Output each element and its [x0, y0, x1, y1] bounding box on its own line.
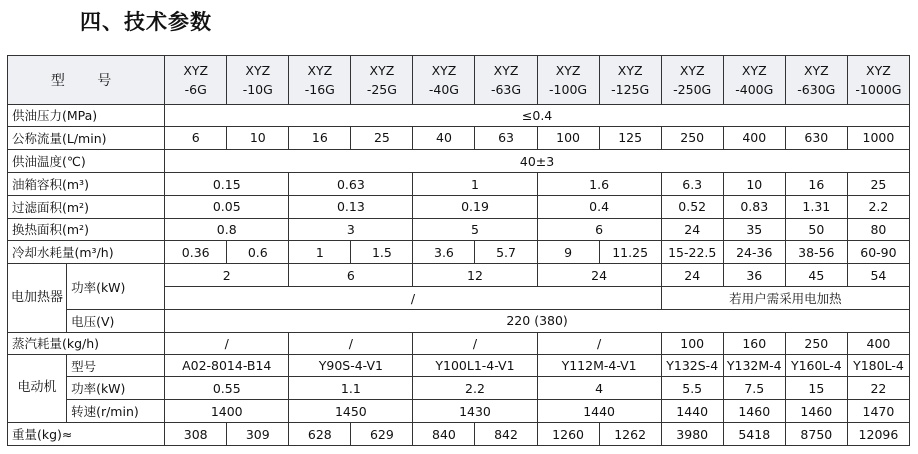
flow-cell: 125 — [599, 126, 661, 150]
heat-cell: 50 — [785, 218, 847, 240]
motor-speed-row — [8, 400, 910, 423]
motor-power-cell: 0.55 — [165, 377, 289, 400]
steam-cell: 400 — [847, 332, 909, 354]
model-cell: XYZ -40G — [413, 56, 475, 105]
flow-row — [8, 126, 910, 150]
weight-cell: 3980 — [661, 423, 723, 446]
water-cell: 24-36 — [723, 240, 785, 264]
model-header-row — [8, 56, 910, 105]
heater-power-cell: 24 — [661, 264, 723, 287]
motor-power-cell: 4 — [537, 377, 661, 400]
model-header-label: 型 号 — [8, 56, 165, 105]
steam-cell: 100 — [661, 332, 723, 354]
water-cell: 9 — [537, 240, 599, 264]
model-cell: XYZ -1000G — [847, 56, 909, 105]
model-cell: XYZ -125G — [599, 56, 661, 105]
filter-cell: 0.05 — [165, 196, 289, 219]
heat-cell: 3 — [289, 218, 413, 240]
motor-speed-cell: 1450 — [289, 400, 413, 423]
flow-cell: 630 — [785, 126, 847, 150]
weight-cell: 5418 — [723, 423, 785, 446]
motor-group-label: 电动机 — [8, 354, 67, 422]
filter-cell: 0.4 — [537, 196, 661, 219]
row-label: 蒸汽耗量(kg/h) — [8, 332, 165, 354]
motor-power-cell: 15 — [785, 377, 847, 400]
water-cell: 15-22.5 — [661, 240, 723, 264]
weight-cell: 308 — [165, 423, 227, 446]
heater-mid-note: 若用户需采用电加热 — [661, 287, 909, 310]
weight-cell: 309 — [227, 423, 289, 446]
pressure-row — [8, 104, 910, 126]
water-cell: 11.25 — [599, 240, 661, 264]
heat-cell: 0.8 — [165, 218, 289, 240]
tank-cell: 0.63 — [289, 173, 413, 196]
heater-power-cell: 54 — [847, 264, 909, 287]
water-cell: 5.7 — [475, 240, 537, 264]
flow-cell: 100 — [537, 126, 599, 150]
filter-cell: 0.83 — [723, 196, 785, 219]
flow-cell: 63 — [475, 126, 537, 150]
heater-voltage-row — [8, 310, 910, 333]
weight-cell: 628 — [289, 423, 351, 446]
motor-model-cell: Y90S-4-V1 — [289, 354, 413, 377]
motor-speed-cell: 1470 — [847, 400, 909, 423]
flow-cell: 250 — [661, 126, 723, 150]
flow-cell: 1000 — [847, 126, 909, 150]
weight-cell: 1262 — [599, 423, 661, 446]
row-label: 重量(kg)≈ — [8, 423, 165, 446]
heater-voltage-value: 220 (380) — [165, 310, 910, 333]
heater-mid-cell: / — [165, 287, 662, 310]
heater-power-cell: 36 — [723, 264, 785, 287]
section-title: 四、技术参数 — [80, 10, 212, 34]
flow-cell: 10 — [227, 126, 289, 150]
filter-cell: 0.52 — [661, 196, 723, 219]
motor-power-cell: 22 — [847, 377, 909, 400]
heater-power-cell: 24 — [537, 264, 661, 287]
water-cell: 3.6 — [413, 240, 475, 264]
tank-cell: 10 — [723, 173, 785, 196]
heater-voltage-label: 电压(V) — [67, 310, 165, 333]
weight-cell: 842 — [475, 423, 537, 446]
heater-power-cell: 2 — [165, 264, 289, 287]
row-label: 冷却水耗量(m³/h) — [8, 240, 165, 264]
water-cell: 1.5 — [351, 240, 413, 264]
model-cell: XYZ -10G — [227, 56, 289, 105]
motor-power-cell: 7.5 — [723, 377, 785, 400]
motor-model-cell: Y132S-4 — [661, 354, 723, 377]
weight-cell: 8750 — [785, 423, 847, 446]
flow-cell: 25 — [351, 126, 413, 150]
water-cell: 60-90 — [847, 240, 909, 264]
model-cell: XYZ -400G — [723, 56, 785, 105]
motor-speed-cell: 1460 — [785, 400, 847, 423]
filter-row — [8, 196, 910, 219]
steam-cell: / — [289, 332, 413, 354]
motor-speed-label: 转速(r/min) — [67, 400, 165, 423]
motor-power-cell: 5.5 — [661, 377, 723, 400]
tank-cell: 1.6 — [537, 173, 661, 196]
row-label: 供油温度(℃) — [8, 150, 165, 173]
water-cell: 0.6 — [227, 240, 289, 264]
heater-power-label: 功率(kW) — [67, 264, 165, 310]
filter-cell: 0.19 — [413, 196, 537, 219]
model-cell: XYZ -6G — [165, 56, 227, 105]
model-cell: XYZ -16G — [289, 56, 351, 105]
heater-power-cell: 6 — [289, 264, 413, 287]
steam-cell: / — [165, 332, 289, 354]
filter-cell: 1.31 — [785, 196, 847, 219]
row-label: 过滤面积(m²) — [8, 196, 165, 219]
tech-params-table — [7, 55, 910, 446]
model-cell: XYZ -63G — [475, 56, 537, 105]
heat-cell: 5 — [413, 218, 537, 240]
heater-power-cell: 12 — [413, 264, 537, 287]
motor-model-cell: Y100L1-4-V1 — [413, 354, 537, 377]
heater-group-label: 电加热器 — [8, 264, 67, 332]
steam-cell: 160 — [723, 332, 785, 354]
flow-cell: 40 — [413, 126, 475, 150]
heat-cell: 80 — [847, 218, 909, 240]
steam-row — [8, 332, 910, 354]
motor-model-cell: A02-8014-B14 — [165, 354, 289, 377]
heat-row — [8, 218, 910, 240]
tank-cell: 1 — [413, 173, 537, 196]
weight-cell: 12096 — [847, 423, 909, 446]
flow-cell: 6 — [165, 126, 227, 150]
row-label: 供油压力(MPa) — [8, 104, 165, 126]
tank-cell: 0.15 — [165, 173, 289, 196]
heat-cell: 35 — [723, 218, 785, 240]
model-cell: XYZ -630G — [785, 56, 847, 105]
temp-row — [8, 150, 910, 173]
tank-cell: 25 — [847, 173, 909, 196]
motor-model-cell: Y112M-4-V1 — [537, 354, 661, 377]
water-cell: 38-56 — [785, 240, 847, 264]
water-cell: 0.36 — [165, 240, 227, 264]
motor-power-row — [8, 377, 910, 400]
heat-cell: 24 — [661, 218, 723, 240]
motor-model-cell: Y160L-4 — [785, 354, 847, 377]
tank-cell: 16 — [785, 173, 847, 196]
temp-value: 40±3 — [165, 150, 910, 173]
tank-row — [8, 173, 910, 196]
weight-cell: 840 — [413, 423, 475, 446]
motor-speed-cell: 1400 — [165, 400, 289, 423]
weight-row — [8, 423, 910, 446]
row-label: 公称流量(L/min) — [8, 126, 165, 150]
motor-speed-cell: 1440 — [537, 400, 661, 423]
flow-cell: 16 — [289, 126, 351, 150]
pressure-value: ≤0.4 — [165, 104, 910, 126]
motor-power-cell: 2.2 — [413, 377, 537, 400]
model-cell: XYZ -250G — [661, 56, 723, 105]
filter-cell: 2.2 — [847, 196, 909, 219]
motor-speed-cell: 1460 — [723, 400, 785, 423]
tank-cell: 6.3 — [661, 173, 723, 196]
motor-speed-cell: 1430 — [413, 400, 537, 423]
motor-speed-cell: 1440 — [661, 400, 723, 423]
weight-cell: 629 — [351, 423, 413, 446]
model-cell: XYZ -100G — [537, 56, 599, 105]
weight-cell: 1260 — [537, 423, 599, 446]
flow-cell: 400 — [723, 126, 785, 150]
steam-cell: 250 — [785, 332, 847, 354]
motor-model-cell: Y132M-4 — [723, 354, 785, 377]
motor-model-label: 型号 — [67, 354, 165, 377]
steam-cell: / — [413, 332, 537, 354]
row-label: 油箱容积(m³) — [8, 173, 165, 196]
heat-cell: 6 — [537, 218, 661, 240]
heater-power-row — [8, 264, 910, 287]
heater-power-cell: 45 — [785, 264, 847, 287]
motor-power-label: 功率(kW) — [67, 377, 165, 400]
water-row — [8, 240, 910, 264]
motor-power-cell: 1.1 — [289, 377, 413, 400]
motor-model-cell: Y180L-4 — [847, 354, 909, 377]
steam-cell: / — [537, 332, 661, 354]
motor-model-row — [8, 354, 910, 377]
filter-cell: 0.13 — [289, 196, 413, 219]
model-cell: XYZ -25G — [351, 56, 413, 105]
row-label: 换热面积(m²) — [8, 218, 165, 240]
water-cell: 1 — [289, 240, 351, 264]
